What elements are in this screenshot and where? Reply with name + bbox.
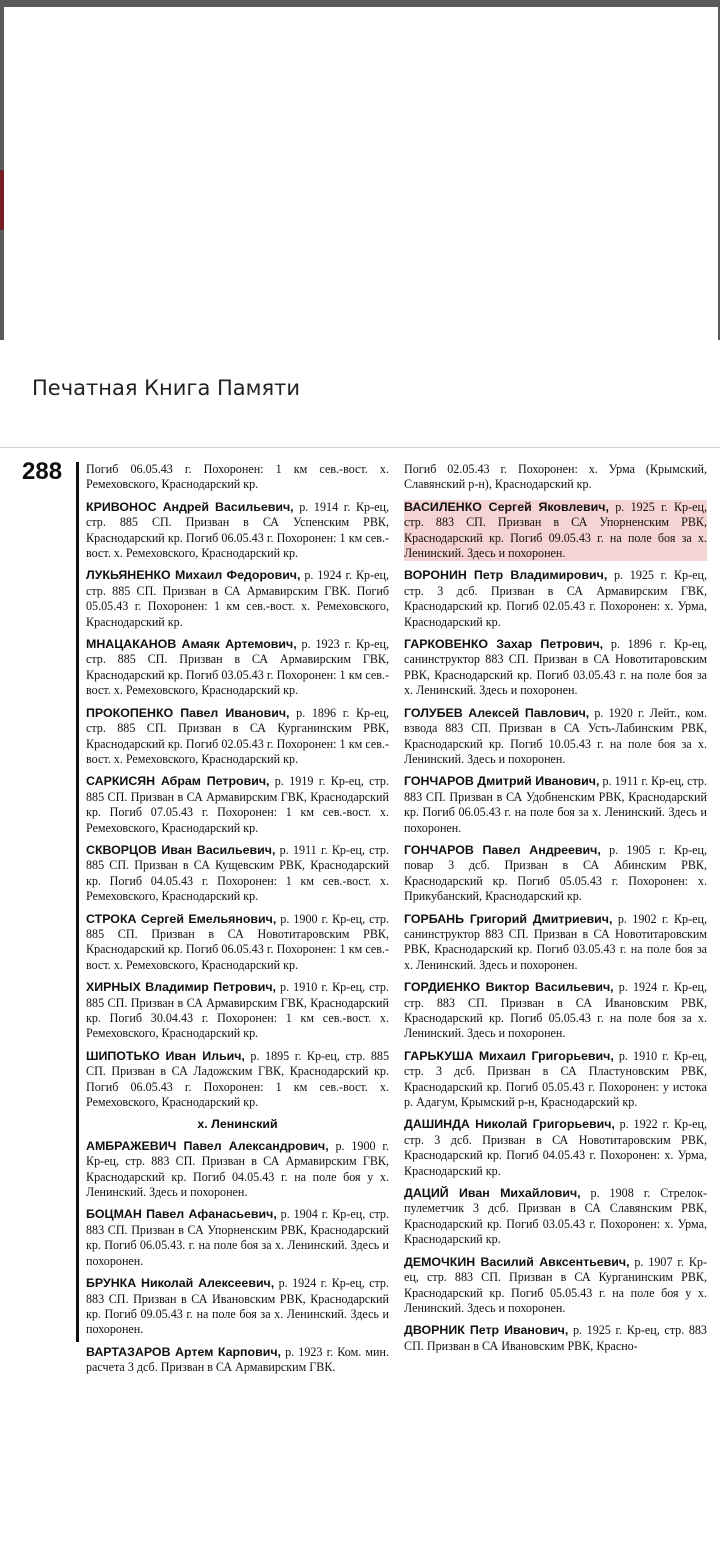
column-rule	[76, 462, 79, 1342]
entry-name: ВАСИЛЕНКО Сергей Яковлевич,	[404, 499, 609, 514]
entry-text: р. 1925 г. Кр-ец, стр. 3 дсб. Призван в СА Армавирским ГВК, Краснодарский кр. Погиб 02.05.43 г. Похоронен: х. Урма, Краснодарский кр.	[404, 568, 707, 629]
memorial-entry	[86, 843, 389, 905]
entry-name: ГОНЧАРОВ Дмитрий Иванович,	[404, 774, 600, 789]
memorial-entry	[86, 1049, 389, 1111]
entry-name: ШИПОТЬКО Иван Ильич,	[86, 1048, 245, 1063]
continued-text: Погиб 02.05.43 г. Похоронен: х. Урма (Крымский, Славянский р-н), Краснодарский кр.	[404, 462, 707, 492]
entries-before-section	[86, 500, 389, 1111]
entry-text: р. 1896 г. Кр-ец, стр. 885 СП. Призван в СА Курганинским РВК, Краснодарский кр. Погиб 02.05.43 г. Похоронен: 1 км сев.-вост. х. Ремеховского, Краснодарский кр.	[86, 705, 389, 766]
entry-name: ГАРКОВЕНКО Захар Петрович,	[404, 637, 604, 652]
entry-name: ГОРДИЕНКО Виктор Васильевич,	[404, 980, 614, 995]
memorial-entry	[86, 774, 389, 836]
entry-name: ВАРТАЗАРОВ Артем Карпович,	[86, 1344, 281, 1359]
entry-name: БОЦМАН Павел Афанасьевич,	[86, 1207, 277, 1222]
entry-name: СТРОКА Сергей Емельянович,	[86, 911, 277, 926]
entry-text: р. 1908 г. Стрелок-пулеметчик 3 дсб. Призван в СА Славянским РВК, Краснодарский кр. Погиб 03.05.43 г. Похоронен: х. Урма, Краснодарский кр.	[404, 1186, 707, 1247]
memorial-entry	[86, 637, 389, 699]
entry-name: МНАЦАКАНОВ Амаяк Артемович,	[86, 637, 297, 652]
continued-text: Погиб 06.05.43 г. Похоронен: 1 км сев.-вост. х. Ремеховского, Краснодарский кр.	[86, 462, 389, 492]
entry-text: р. 1923 г. Ком. мин. расчета 3 дсб. Призван в СА Армавирским ГВК.	[86, 1344, 389, 1375]
memorial-entry	[86, 500, 389, 562]
entry-text: р. 1920 г. Лейт., ком. взвода 883 СП. Призван в СА Усть-Лабинским РВК, Краснодарский кр. Погиб 10.05.43 г. на поле боя за х. Ленинский. Здесь и похоронен.	[404, 705, 707, 766]
memorial-entry	[404, 568, 707, 630]
page-title: Печатная Книга Памяти	[32, 376, 301, 400]
memorial-entry	[404, 1049, 707, 1111]
entry-text: р. 1900 г. Кр-ец, стр. 885 СП. Призван в СА Новотитаровским РВК, Краснодарский кр. Погиб 06.05.43 г. Похоронен: 1 км сев.-вост. х. Ремеховского, Краснодарский кр.	[86, 911, 389, 972]
memorial-entry	[404, 912, 707, 974]
entry-text: р. 1907 г. Кр-ец, стр. 883 СП. Призван в СА Курганинским РВК, Краснодарский кр. Погиб 05.05.43 г. на поле боя у х. Ленинский. Здесь и похоронен.	[404, 1254, 707, 1315]
entry-text: р. 1896 г. Кр-ец, санинструктор 883 СП. Призван в СА Новотитаровским РВК, Краснодарский кр. Погиб 03.05.43 г. на поле боя за х. Ленинский. Здесь и похоронен.	[404, 637, 707, 698]
entry-text: р. 1925 г. Кр-ец, стр. 883 СП. Призван в СА Ивановским РВК, Красно-	[404, 1323, 707, 1353]
entry-name: ДЕМОЧКИН Василий Авксентьевич,	[404, 1254, 630, 1269]
page-number: 288	[22, 458, 63, 485]
entry-text: р. 1910 г. Кр-ец, стр. 3 дсб. Призван в СА Пластуновским РВК, Краснодарский кр. Погиб 05.05.43 г. Похоронен: у истока р. Адагум, Крымский р-н, Краснодарский кр.	[404, 1048, 707, 1110]
memorial-entry	[404, 1186, 707, 1248]
entry-name: ЛУКЬЯНЕНКО Михаил Федорович,	[86, 568, 301, 583]
entry-name: ПРОКОПЕНКО Павел Иванович,	[86, 705, 290, 720]
entry-name: ХИРНЫХ Владимир Петрович,	[86, 980, 276, 995]
right-column	[404, 462, 707, 1361]
entry-name: АМБРАЖЕВИЧ Павел Александрович,	[86, 1138, 329, 1153]
entry-text: р. 1910 г. Кр-ец, стр. 885 СП. Призван в СА Армавирским ГВК, Краснодарский кр. Погиб 30.04.43 г. Похоронен: 1 км сев.-вост. х. Ремеховского, Краснодарский кр.	[86, 980, 389, 1041]
entry-name: СКВОРЦОВ Иван Васильевич,	[86, 842, 276, 857]
entry-text: р. 1924 г. Кр-ец, стр. 885 СП. Призван в СА Армавирским ГВК. Погиб 05.05.43 г. Похоронен: 1 км сев.-вост. х. Ремеховского, Краснодарский кр.	[86, 568, 389, 629]
entry-name: ГАРЬКУША Михаил Григорьевич,	[404, 1048, 614, 1063]
entry-name: ДАШИНДА Николай Григорьевич,	[404, 1117, 615, 1132]
entry-text: р. 1905 г. Кр-ец, повар 3 дсб. Призван в СА Абинским РВК, Краснодарский кр. Погиб 05.05.43 г. Похоронен: х. Прикубанский, Краснодарский кр.	[404, 842, 707, 904]
entry-name: ГОРБАНЬ Григорий Дмитриевич,	[404, 911, 613, 926]
entry-text: р. 1902 г. Кр-ец, санинструктор 883 СП. Призван в СА Новотитаровским РВК, Краснодарский кр. Погиб 03.05.43 г. на поле боя за х. Ленинский. Здесь и похоронен.	[404, 911, 707, 972]
entry-name: ДВОРНИК Петр Иванович,	[404, 1323, 569, 1338]
memorial-entry	[86, 1276, 389, 1338]
entry-text: р. 1924 г. Кр-ец, стр. 883 СП. Призван в СА Ивановским РВК, Краснодарский кр. Погиб 05.05.43 г. на поле боя за х. Ленинский. Здесь и похоронен.	[404, 980, 707, 1041]
entry-text: р. 1924 г. Кр-ец, стр. 883 СП. Призван в СА Ивановским РВК, Краснодарский кр. Погиб 09.05.43 г. на поле боя за х. Ленинский. Здесь и похоронен.	[86, 1276, 389, 1337]
memorial-entry	[404, 1255, 707, 1317]
entries-list	[404, 500, 707, 1354]
entry-name: КРИВОНОС Андрей Васильевич,	[86, 499, 294, 514]
memorial-entry	[86, 912, 389, 974]
memorial-entry	[404, 774, 707, 836]
entry-name: САРКИСЯН Абрам Петрович,	[86, 774, 270, 789]
memorial-entry	[86, 1345, 389, 1376]
entries-after-section	[86, 1139, 389, 1376]
memorial-entry	[404, 843, 707, 905]
memorial-entry	[86, 1207, 389, 1269]
entry-text: р. 1914 г. Кр-ец, стр. 885 СП. Призван в СА Успенским РВК, Краснодарский кр. Погиб 06.05.43 г. Похоронен: 1 км сев.-вост. х. Ремеховского, Краснодарский кр.	[86, 499, 389, 561]
entry-text: р. 1895 г. Кр-ец, стр. 885 СП. Призван в СА Ладожским ГВК, Краснодарский кр. Погиб 06.05.43 г. Похоронен: 1 км сев.-вост. х. Ремеховского, Краснодарский кр.	[86, 1048, 389, 1110]
top-edge-bar	[0, 0, 720, 7]
entry-text: р. 1900 г. Кр-ец, стр. 883 СП. Призван в СА Армавирским ГВК, Краснодарский кр. Погиб 04.05.43 г. на поле боя у х. Ленинский. Здесь и похоронен.	[86, 1138, 389, 1200]
entry-text: р. 1911 г. Кр-ец, стр. 883 СП. Призван в СА Удобненским РВК, Краснодарский кр. Погиб 06.05.43 г. на поле боя за х. Ленинский. Здесь и похоронен.	[404, 774, 708, 835]
entry-name: БРУНКА Николай Алексеевич,	[86, 1276, 275, 1291]
entry-name: ГОНЧАРОВ Павел Андреевич,	[404, 842, 601, 857]
entry-text: р. 1904 г. Кр-ец, стр. 883 СП. Призван в СА Упорненским РВК, Краснодарский кр. Погиб 06.05.43. г. на поле боя за х. Ленинский. Здесь и похоронен.	[86, 1207, 389, 1268]
entry-name: ДАЦИЙ Иван Михайлович,	[404, 1186, 581, 1201]
memorial-entry	[86, 980, 389, 1042]
memorial-entry	[86, 568, 389, 630]
memorial-entry	[404, 980, 707, 1042]
entry-name: ВОРОНИН Петр Владимирович,	[404, 568, 608, 583]
entry-text: р. 1911 г. Кр-ец, стр. 885 СП. Призван в СА Кущевским РВК, Краснодарский кр. Погиб 04.05.43 г. Похоронен: 1 км сев.-вост. х. Ремеховского, Краснодарский кр.	[86, 842, 390, 904]
memorial-entry	[404, 1117, 707, 1179]
memorial-entry	[404, 637, 707, 699]
entry-text: р. 1925 г. Кр-ец, стр. 883 СП. Призван в СА Упорненским РВК, Краснодарский кр. Погиб 09.05.43 г. на поле боя за х. Ленинский. Здесь и похоронен.	[404, 499, 707, 561]
memorial-entry	[404, 500, 707, 562]
header-divider	[0, 447, 720, 448]
memorial-entry	[404, 706, 707, 768]
memorial-entry	[86, 706, 389, 768]
memorial-entry	[404, 1323, 707, 1354]
entry-text: р. 1923 г. Кр-ец, стр. 885 СП. Призван в СА Армавирским ГВК, Краснодарский кр. Погиб 03.05.43 г. Похоронен: 1 км сев.-вост. х. Ремеховского, Краснодарский кр.	[86, 637, 389, 698]
entry-text: р. 1919 г. Кр-ец, стр. 885 СП. Призван в СА Армавирским ГВК, Краснодарский кр. Погиб 07.05.43 г. Похоронен: 1 км сев.-вост. х. Ремеховского, Краснодарский кр.	[86, 774, 389, 835]
memorial-entry	[86, 1139, 389, 1201]
entry-name: ГОЛУБЕВ Алексей Павлович,	[404, 705, 590, 720]
section-heading: х. Ленинский	[197, 1117, 278, 1132]
left-column	[86, 462, 389, 1383]
blank-area	[4, 7, 718, 340]
entry-text: р. 1922 г. Кр-ец, стр. 3 дсб. Призван в СА Новотитаровским РВК, Краснодарский кр. Погиб 04.05.43 г. Похоронен: х. Урма, Краснодарский кр.	[404, 1117, 707, 1178]
